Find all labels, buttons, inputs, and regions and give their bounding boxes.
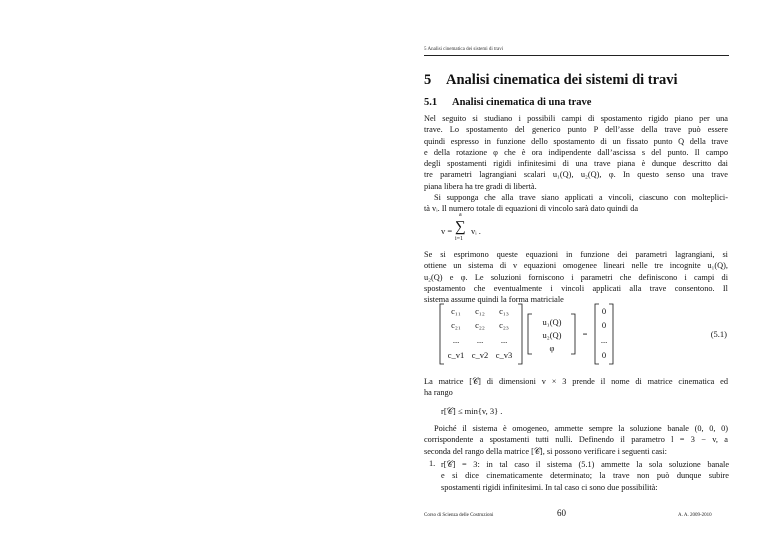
matrix-left-bracket [440,304,444,364]
rhs-cell: 0 [601,350,607,360]
list-item [441,459,729,493]
page-number: 60 [557,508,566,518]
matrix-cell: c_v1 [447,350,465,360]
text-line: spostamenti rigidi infinitesimi. In tal caso ci sono due possibilità: [441,482,658,492]
rhs-right-bracket [609,304,613,364]
running-head: 5 Analisi cinematica dei sistemi di travi [424,47,504,52]
text-line: e della rotazione φ che è ora indipendente dall’ascissa s del punto. Il campo [424,147,728,157]
subsection-title-text: Analisi cinematica di una trave [452,97,592,108]
text-line: Si supponga che alla trave siano applicati a vincoli, ciascuno con molteplici- [434,193,728,202]
vector-left-bracket [528,314,532,354]
text-line: seconda del rango della matrice [𝒞], si possono verificare i seguenti casi: [424,446,667,456]
section-number: 5 [424,72,432,88]
text-line: e si dice cinematicamente determinato; la trave non può dunque subire [441,471,729,481]
rhs-left-bracket [595,304,599,364]
subsection-number: 5.1 [424,97,438,108]
rhs-cell: ... [600,335,608,345]
text-line: quindi espresso in funzione dello spostamento di un fissato punto Q della trave [424,136,728,146]
sum-lower-limit: i=1 [455,236,464,242]
paragraph-1 [424,113,728,192]
text-line: Se si esprimono queste equazioni in funzione dei parametri lagrangiani, si [424,250,728,259]
text-line: piana libera ha tre gradi di libertà. [424,181,537,191]
vector-right-bracket [571,314,575,354]
text-line: corrispondente a spostamenti tutti nulli. Definendo il parametro l = 3 − v, a [424,435,728,445]
text-line: spostamento che eventualmente i vincoli applicati alla trave consentono. Il [424,283,728,293]
rhs-cell: 0 [601,306,607,316]
text-line: tà vᵢ. Il numero totale di equazioni di vincolo sarà dato quindi da [424,204,639,214]
sum-lhs: v = [441,226,453,236]
section-title [424,72,678,89]
sum-term: vᵢ . [471,226,481,236]
paragraph-2 [424,192,728,215]
matrix-cell: c₁₁ [451,306,461,316]
equals-sign: = [582,329,588,339]
text-line: tre parametri lagrangiani scalari u₁(Q), u₂(Q), φ. In questo senso una trave [424,170,728,180]
text-line: trave. Lo spostamento del generico punto P dell’asse della trave può essere [424,125,728,135]
section-title-text: Analisi cinematica dei sistemi di travi [446,72,678,88]
rhs-cell: 0 [601,320,607,330]
paragraph-3 [424,249,728,305]
vector-cell: u₁(Q) [542,317,562,327]
rank-equation: r[𝒞] ≤ min{v, 3} . [441,406,503,416]
text-line: ha rango [424,388,453,398]
matrix-cell: c₁₂ [475,306,485,316]
vector-cell: φ [549,343,555,353]
matrix-equation [424,300,728,368]
footer-course: Corso di Scienza delle Costruzioni [424,513,494,518]
matrix-cell: c₂₂ [475,320,485,330]
vector-cell: u₂(Q) [542,330,562,340]
list-number: 1. [429,459,436,468]
text-line: La matrice [𝒞] di dimensioni v × 3 prende il nome di matrice cinematica ed [424,377,728,386]
matrix-right-bracket [518,304,522,364]
text-line: r[𝒞] = 3: in tal caso il sistema (5.1) ammette la sola soluzione banale [441,460,729,469]
footer-year: A. A. 2009-2010 [678,513,712,518]
text-line: ottiene un sistema di v equazioni omogenee lineari nelle tre incognite u₁(Q), [424,261,728,271]
text-line: sistema assume quindi la forma matriciale [424,295,564,305]
matrix-cell: ... [476,335,484,345]
sum-sigma: ∑ [455,219,466,235]
paragraph-4 [424,376,728,399]
sum-upper-limit: a [459,212,462,218]
matrix-cell: c_v2 [471,350,489,360]
header-rule [424,55,729,56]
text-line: degli spostamenti rigidi infinitesimi di una trave piana è dunque descritto dai [424,159,728,169]
matrix-cell: ... [452,335,460,345]
matrix-cell: c_v3 [495,350,513,360]
paragraph-5 [424,423,728,457]
matrix-cell: ... [500,335,508,345]
matrix-cell: c₂₃ [499,320,509,330]
equation-number: (5.1) [710,329,727,339]
matrix-cell: c₁₃ [499,306,509,316]
text-line: Poiché il sistema è omogeneo, ammette sempre la soluzione banale (0, 0, 0) [434,424,728,433]
text-line: Nel seguito si studiano i possibili campi di spostamento rigido piano per una [424,114,728,123]
subsection-title [424,97,591,108]
text-line: u₂(Q) e φ. Le soluzioni forniscono i parametri che definiscono i campi di [424,272,728,282]
matrix-cell: c₂₁ [451,320,461,330]
